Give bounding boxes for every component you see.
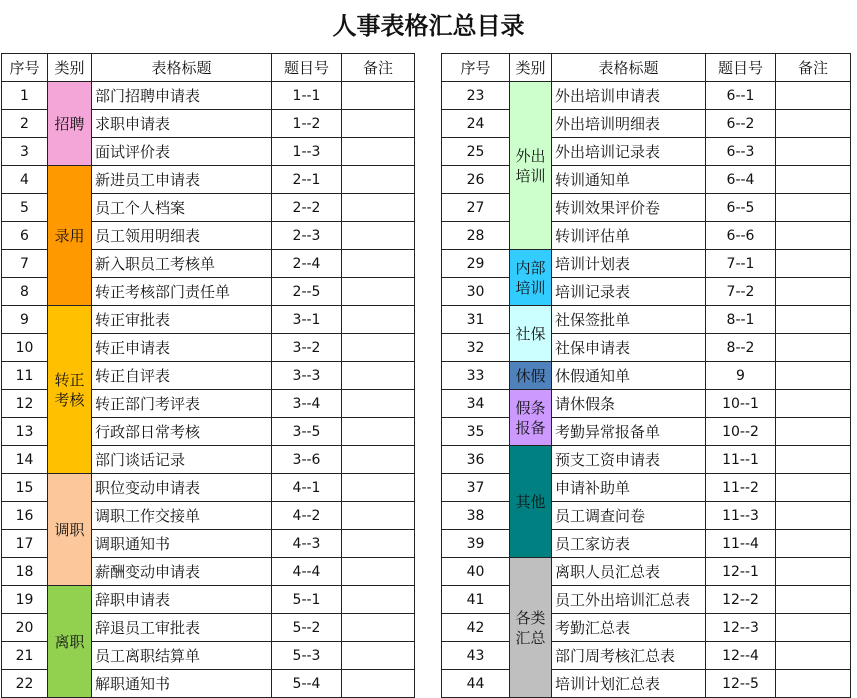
form-title-cell: 求职申请表: [92, 110, 272, 138]
code-cell: 4--3: [272, 530, 342, 558]
table-row: [2, 82, 415, 110]
seq-cell: 18: [2, 558, 48, 586]
table-row: [2, 586, 415, 614]
table-row: [442, 558, 851, 586]
table-row: [442, 530, 851, 558]
form-title-cell: 培训记录表: [552, 278, 706, 306]
seq-cell: 22: [2, 670, 48, 698]
code-cell: 8--1: [706, 306, 776, 334]
notes-cell: [776, 530, 851, 558]
seq-cell: 2: [2, 110, 48, 138]
seq-cell: 27: [442, 194, 510, 222]
seq-cell: 12: [2, 390, 48, 418]
table-row: [442, 474, 851, 502]
notes-cell: [342, 474, 415, 502]
seq-cell: 15: [2, 474, 48, 502]
code-cell: 2--1: [272, 166, 342, 194]
code-cell: 12--4: [706, 642, 776, 670]
code-cell: 3--6: [272, 446, 342, 474]
code-cell: 8--2: [706, 334, 776, 362]
right-header-row: [442, 54, 851, 82]
form-title-cell: 考勤异常报备单: [552, 418, 706, 446]
code-cell: 12--2: [706, 586, 776, 614]
notes-cell: [342, 250, 415, 278]
code-cell: 4--2: [272, 502, 342, 530]
table-row: [442, 446, 851, 474]
seq-cell: 25: [442, 138, 510, 166]
notes-cell: [776, 474, 851, 502]
form-title-header: 表格标题: [92, 54, 272, 82]
seq-cell: 24: [442, 110, 510, 138]
notes-cell: [342, 334, 415, 362]
code-cell: 12--5: [706, 670, 776, 698]
page-title: 人事表格汇总目录: [332, 11, 525, 40]
seq-cell: 44: [442, 670, 510, 698]
table-row: [2, 306, 415, 334]
notes-cell: [776, 82, 851, 110]
form-title-cell: 员工个人档案: [92, 194, 272, 222]
notes-cell: [776, 306, 851, 334]
notes-cell: [776, 138, 851, 166]
notes-cell: [342, 166, 415, 194]
notes-cell: [776, 362, 851, 390]
seq-cell: 32: [442, 334, 510, 362]
form-title-cell: 员工领用明细表: [92, 222, 272, 250]
form-title-cell: 辞退员工审批表: [92, 614, 272, 642]
notes-cell: [776, 194, 851, 222]
notes-header: 备注: [342, 54, 415, 82]
table-row: [2, 166, 415, 194]
form-title-cell: 外出培训记录表: [552, 138, 706, 166]
seq-cell: 36: [442, 446, 510, 474]
seq-cell: 40: [442, 558, 510, 586]
category-header: 类别: [510, 54, 552, 82]
notes-cell: [776, 502, 851, 530]
notes-header: 备注: [776, 54, 851, 82]
notes-cell: [776, 642, 851, 670]
code-cell: 1--3: [272, 138, 342, 166]
form-title-cell: 离职人员汇总表: [552, 558, 706, 586]
table-row: [442, 82, 851, 110]
seq-cell: 31: [442, 306, 510, 334]
seq-header: 序号: [2, 54, 48, 82]
notes-cell: [776, 670, 851, 698]
notes-cell: [342, 390, 415, 418]
table-row: [442, 642, 851, 670]
category-header: 类别: [48, 54, 92, 82]
table-row: [442, 138, 851, 166]
seq-header: 序号: [442, 54, 510, 82]
code-header: 题目号: [272, 54, 342, 82]
table-row: [442, 670, 851, 698]
right-index-table: [441, 53, 851, 698]
code-cell: 3--2: [272, 334, 342, 362]
seq-cell: 16: [2, 502, 48, 530]
code-cell: 12--3: [706, 614, 776, 642]
seq-cell: 26: [442, 166, 510, 194]
seq-cell: 1: [2, 82, 48, 110]
table-row: [442, 390, 851, 418]
notes-cell: [776, 586, 851, 614]
seq-cell: 9: [2, 306, 48, 334]
seq-cell: 28: [442, 222, 510, 250]
table-gap: [415, 53, 441, 692]
category-cell: 各类汇总: [510, 558, 552, 698]
seq-cell: 37: [442, 474, 510, 502]
notes-cell: [776, 110, 851, 138]
category-cell: 休假: [510, 362, 552, 390]
notes-cell: [342, 558, 415, 586]
code-cell: 12--1: [706, 558, 776, 586]
seq-cell: 5: [2, 194, 48, 222]
notes-cell: [342, 642, 415, 670]
form-title-cell: 员工离职结算单: [92, 642, 272, 670]
code-cell: 3--5: [272, 418, 342, 446]
notes-cell: [342, 82, 415, 110]
code-cell: 11--1: [706, 446, 776, 474]
code-cell: 4--4: [272, 558, 342, 586]
category-cell: 调职: [48, 474, 92, 586]
notes-cell: [342, 502, 415, 530]
form-title-cell: 新入职员工考核单: [92, 250, 272, 278]
seq-cell: 30: [442, 278, 510, 306]
seq-cell: 41: [442, 586, 510, 614]
code-cell: 5--2: [272, 614, 342, 642]
category-cell: 外出培训: [510, 82, 552, 250]
code-cell: 10--2: [706, 418, 776, 446]
table-row: [442, 166, 851, 194]
form-title-cell: 职位变动申请表: [92, 474, 272, 502]
notes-cell: [342, 586, 415, 614]
notes-cell: [342, 222, 415, 250]
seq-cell: 17: [2, 530, 48, 558]
form-title-cell: 面试评价表: [92, 138, 272, 166]
table-row: [442, 222, 851, 250]
seq-cell: 20: [2, 614, 48, 642]
code-cell: 11--2: [706, 474, 776, 502]
notes-cell: [342, 138, 415, 166]
form-title-cell: 社保申请表: [552, 334, 706, 362]
notes-cell: [776, 558, 851, 586]
category-cell: 假条报备: [510, 390, 552, 446]
table-row: [442, 418, 851, 446]
category-cell: 内部培训: [510, 250, 552, 306]
notes-cell: [342, 110, 415, 138]
seq-cell: 42: [442, 614, 510, 642]
form-title-cell: 转训效果评价卷: [552, 194, 706, 222]
form-title-cell: 请休假条: [552, 390, 706, 418]
seq-cell: 29: [442, 250, 510, 278]
table-row: [442, 362, 851, 390]
notes-cell: [342, 306, 415, 334]
seq-cell: 7: [2, 250, 48, 278]
table-row: [442, 278, 851, 306]
form-title-cell: 培训计划汇总表: [552, 670, 706, 698]
code-cell: 6--6: [706, 222, 776, 250]
form-title-cell: 解职通知书: [92, 670, 272, 698]
form-title-cell: 转正部门考评表: [92, 390, 272, 418]
code-cell: 2--5: [272, 278, 342, 306]
category-cell: 其他: [510, 446, 552, 558]
seq-cell: 35: [442, 418, 510, 446]
notes-cell: [342, 530, 415, 558]
form-title-cell: 部门谈话记录: [92, 446, 272, 474]
form-title-cell: 部门招聘申请表: [92, 82, 272, 110]
code-cell: 5--3: [272, 642, 342, 670]
code-cell: 2--3: [272, 222, 342, 250]
notes-cell: [776, 166, 851, 194]
code-cell: 1--1: [272, 82, 342, 110]
form-title-cell: 薪酬变动申请表: [92, 558, 272, 586]
code-cell: 3--4: [272, 390, 342, 418]
category-cell: 录用: [48, 166, 92, 306]
form-title-cell: 申请补助单: [552, 474, 706, 502]
notes-cell: [342, 418, 415, 446]
table-row: [442, 614, 851, 642]
seq-cell: 4: [2, 166, 48, 194]
form-title-cell: 休假通知单: [552, 362, 706, 390]
form-title-cell: 员工外出培训汇总表: [552, 586, 706, 614]
seq-cell: 33: [442, 362, 510, 390]
code-cell: 4--1: [272, 474, 342, 502]
form-title-cell: 转训评估单: [552, 222, 706, 250]
category-cell: 招聘: [48, 82, 92, 166]
notes-cell: [342, 194, 415, 222]
form-title-cell: 员工家访表: [552, 530, 706, 558]
category-cell: 离职: [48, 586, 92, 698]
seq-cell: 3: [2, 138, 48, 166]
code-cell: 11--3: [706, 502, 776, 530]
seq-cell: 21: [2, 642, 48, 670]
notes-cell: [776, 390, 851, 418]
seq-cell: 39: [442, 530, 510, 558]
notes-cell: [776, 418, 851, 446]
code-cell: 5--1: [272, 586, 342, 614]
code-cell: 6--1: [706, 82, 776, 110]
table-row: [442, 194, 851, 222]
category-cell: 社保: [510, 306, 552, 362]
seq-cell: 11: [2, 362, 48, 390]
table-row: [442, 586, 851, 614]
notes-cell: [776, 446, 851, 474]
notes-cell: [776, 614, 851, 642]
notes-cell: [342, 670, 415, 698]
notes-cell: [776, 334, 851, 362]
seq-cell: 14: [2, 446, 48, 474]
code-cell: 5--4: [272, 670, 342, 698]
code-cell: 2--4: [272, 250, 342, 278]
code-cell: 7--2: [706, 278, 776, 306]
code-cell: 7--1: [706, 250, 776, 278]
code-cell: 6--3: [706, 138, 776, 166]
form-title-cell: 调职工作交接单: [92, 502, 272, 530]
form-title-cell: 转正审批表: [92, 306, 272, 334]
notes-cell: [776, 278, 851, 306]
form-title-cell: 新进员工申请表: [92, 166, 272, 194]
form-title-cell: 考勤汇总表: [552, 614, 706, 642]
form-title-cell: 培训计划表: [552, 250, 706, 278]
table-row: [442, 250, 851, 278]
form-title-cell: 行政部日常考核: [92, 418, 272, 446]
table-row: [442, 502, 851, 530]
code-cell: 9: [706, 362, 776, 390]
form-title-cell: 转正考核部门责任单: [92, 278, 272, 306]
form-title-cell: 员工调查问卷: [552, 502, 706, 530]
seq-cell: 10: [2, 334, 48, 362]
code-cell: 6--2: [706, 110, 776, 138]
table-row: [442, 306, 851, 334]
code-cell: 2--2: [272, 194, 342, 222]
notes-cell: [342, 362, 415, 390]
seq-cell: 23: [442, 82, 510, 110]
left-index-table: [1, 53, 415, 698]
notes-cell: [342, 446, 415, 474]
table-row: [2, 474, 415, 502]
code-cell: 1--2: [272, 110, 342, 138]
seq-cell: 13: [2, 418, 48, 446]
form-title-cell: 转正申请表: [92, 334, 272, 362]
table-row: [442, 110, 851, 138]
form-title-cell: 转正自评表: [92, 362, 272, 390]
code-cell: 6--4: [706, 166, 776, 194]
form-title-cell: 转训通知单: [552, 166, 706, 194]
form-title-cell: 外出培训明细表: [552, 110, 706, 138]
code-cell: 10--1: [706, 390, 776, 418]
code-cell: 11--4: [706, 530, 776, 558]
code-cell: 3--1: [272, 306, 342, 334]
code-header: 题目号: [706, 54, 776, 82]
form-title-cell: 社保签批单: [552, 306, 706, 334]
table-row: [442, 334, 851, 362]
notes-cell: [342, 614, 415, 642]
left-header-row: [2, 54, 415, 82]
notes-cell: [776, 250, 851, 278]
seq-cell: 43: [442, 642, 510, 670]
seq-cell: 6: [2, 222, 48, 250]
form-title-cell: 辞职申请表: [92, 586, 272, 614]
form-title-cell: 调职通知书: [92, 530, 272, 558]
seq-cell: 38: [442, 502, 510, 530]
form-title-header: 表格标题: [552, 54, 706, 82]
seq-cell: 8: [2, 278, 48, 306]
notes-cell: [342, 278, 415, 306]
form-title-cell: 预支工资申请表: [552, 446, 706, 474]
category-cell: 转正考核: [48, 306, 92, 474]
code-cell: 6--5: [706, 194, 776, 222]
form-title-cell: 外出培训申请表: [552, 82, 706, 110]
seq-cell: 19: [2, 586, 48, 614]
form-title-cell: 部门周考核汇总表: [552, 642, 706, 670]
seq-cell: 34: [442, 390, 510, 418]
code-cell: 3--3: [272, 362, 342, 390]
notes-cell: [776, 222, 851, 250]
